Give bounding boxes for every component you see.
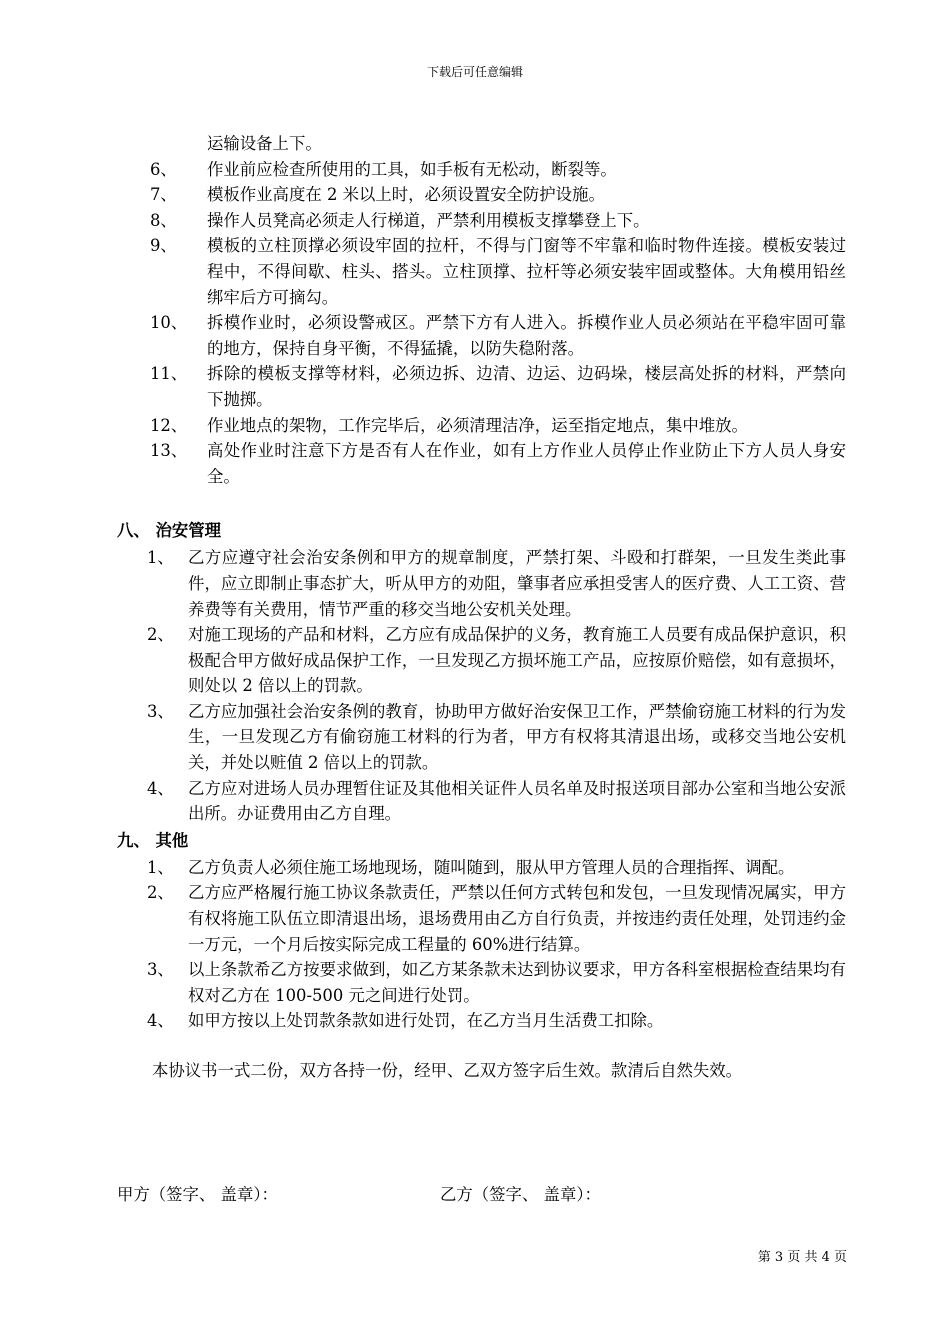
list-item-number: 4、 [147,778,174,798]
list-item-text: 作业地点的架物，工作完毕后，必须清理洁净，运至指定地点，集中堆放。 [207,415,748,435]
list-item [0,182,950,208]
list-item-text: 乙方应加强社会治安条例的教育，协助甲方做好治安保卫工作，严禁偷窃施工材料的行为发生，一旦发现乙方有偷窃施工材料的行为者，甲方有权将其清退出场，或移交当地公安机关，并处以赃值 2 倍以上的罚款。 [188,701,846,773]
list-item-text: 作业前应检查所使用的工具，如手板有无松动，断裂等。 [207,159,617,179]
list-item-number: 6、 [150,159,177,179]
list-item [0,855,950,881]
list-item-text: 模板的立柱顶撑必须设牢固的拉杆，不得与门窗等不牢靠和临时物件连接。模板安装过程中，不得间歇、柱头、搭头。立柱顶撑、拉杆等必须安装牢固或整体。大角模用铅丝绑牢后方可摘勾。 [207,236,846,307]
list-item-text: 运输设备上下。 [207,134,322,153]
list-item [0,157,950,183]
list-item [0,413,950,439]
list-item-text: 乙方负责人必须住施工场地现场，随叫随到，服从甲方管理人员的合理指挥、调配。 [188,857,795,877]
page-header: 下载后可任意编辑 [426,65,523,79]
list-item-text: 对施工现场的产品和材料，乙方应有成品保护的义务，教育施工人员要有成品保护意识，积极配合甲方做好成品保护工作，一旦发现乙方损坏施工产品，应按原价赔偿，如有意损坏，则处以 2 倍以上的罚款。 [188,625,846,696]
list-item-continuation [0,131,950,157]
page-footer: 第 3 页 共 4 页 [757,1250,847,1265]
list-item-text: 乙方应严格履行施工协议条款责任，严禁以任何方式转包和发包，一旦发现情况属实，甲方有权将施工队伍立即清退出场，退场费用由乙方自行负责，并按违约责任处理，处罚违约金一万元，一个月后按实际完成工程量的 60%进行结算。 [188,883,846,954]
list-item [0,438,950,489]
list-item-number: 7、 [150,185,177,205]
safety-list [0,131,950,489]
list-item-text: 模板作业高度在 2 米以上时，必须设置安全防护设施。 [207,185,605,205]
signature-row [0,1181,950,1207]
party-b-signature-label: 乙方（签字、 盖章）： [440,1185,601,1204]
list-item-text: 拆除的模板支撑等材料，必须边拆、边清、边运、边码垛，楼层高处拆的材料，严禁向下抛掷。 [207,364,846,409]
list-item [0,310,950,361]
other-list [0,855,950,1034]
closing-paragraph: 本协议书一式二份，双方各持一份，经甲、乙双方签字后生效。款清后自然失效。 [152,1061,743,1080]
list-item [0,776,950,827]
list-item-number: 1、 [147,548,174,568]
list-item [0,545,950,622]
list-item-text: 乙方应对进场人员办理暂住证及其他相关证件人员名单及时报送项目部办公室和当地公安派出所。办证费用由乙方自理。 [188,778,846,824]
list-item-text: 以上条款希乙方按要求做到，如乙方某条款未达到协议要求，甲方各科室根据检查结果均有权对乙方在 100-500 元之间进行处罚。 [188,960,846,1005]
list-item-number: 4、 [147,1011,174,1031]
list-item-number: 2、 [147,625,174,645]
list-item-text: 高处作业时注意下方是否有人在作业，如有上方作业人员停止作业防止下方人员人身安全。 [207,441,846,486]
list-item-number: 13、 [150,441,188,461]
section-title-other: 九、 其他 [117,830,189,850]
document-body [0,131,950,1084]
list-item-text: 乙方应遵守社会治安条例和甲方的规章制度，严禁打架、斗殴和打群架，一旦发生类此事件，应立即制止事态扩大，听从甲方的劝阻，肇事者应承担受害人的医疗费、人工工资、营养费等有关费用，情节严重的移交当地公安机关处理。 [188,548,846,619]
list-item [0,233,950,310]
list-item [0,361,950,412]
section-title-security: 八、 治安管理 [117,521,222,541]
list-item-number: 9、 [150,236,177,256]
list-item [0,622,950,699]
list-item-text: 拆模作业时，必须设警戒区。严禁下方有人进入。拆模作业人员必须站在平稳牢固可靠的地方，保持自身平衡，不得猛撬，以防失稳附落。 [207,313,846,358]
list-item-number: 10、 [150,313,188,333]
list-item-number: 12、 [150,415,188,435]
list-item [0,880,950,957]
list-item-number: 3、 [147,960,174,980]
party-a-signature-label: 甲方（签字、 盖章）： [117,1185,278,1204]
list-item-number: 1、 [147,857,174,877]
list-item [0,699,950,776]
list-item-number: 8、 [150,210,177,230]
list-item-text: 如甲方按以上处罚款条款如进行处罚，在乙方当月生活费工扣除。 [188,1011,664,1031]
list-item-number: 11、 [150,364,188,384]
list-item-number: 2、 [147,883,174,903]
list-item [0,957,950,1008]
list-item [0,1008,950,1034]
list-item [0,208,950,234]
list-item-text: 操作人员凳高必须走人行梯道，严禁利用模板支撑攀登上下。 [207,210,650,230]
list-item-number: 3、 [147,701,174,721]
security-list [0,545,950,827]
